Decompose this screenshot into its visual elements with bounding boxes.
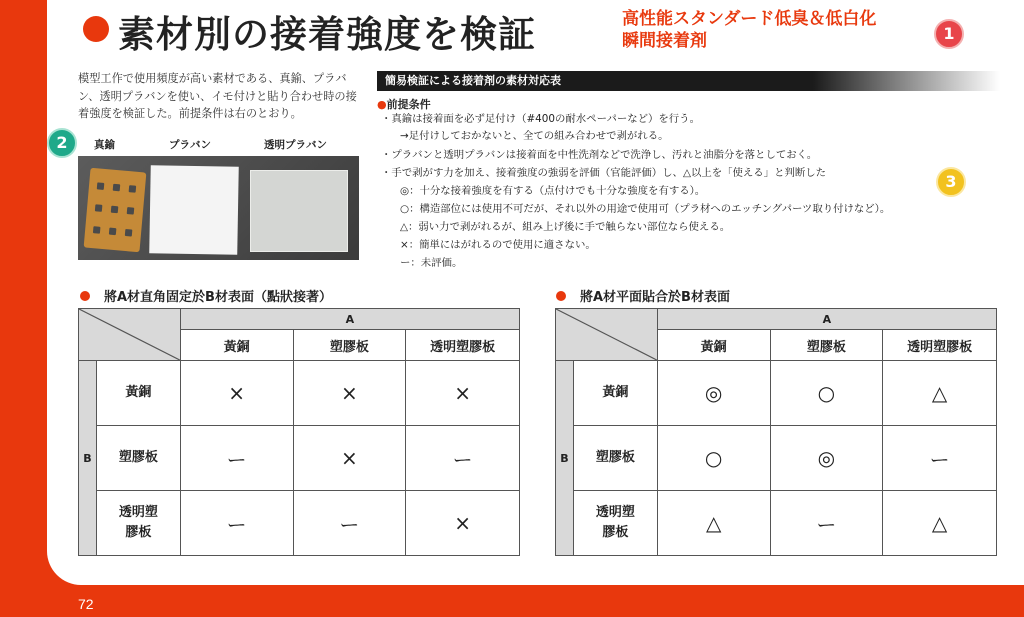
result-cell: ー — [406, 426, 520, 491]
photo-labels — [78, 137, 363, 153]
result-cell: × — [406, 491, 520, 556]
a-axis-label: A — [180, 309, 519, 330]
result-cell: × — [180, 361, 293, 426]
conditions-box-title: 簡易検証による接着剤の素材対応表 — [377, 71, 1000, 91]
clear-plastic-sheet-image — [250, 170, 348, 252]
intro-paragraph: 模型工作で使用頻度が高い素材である、真鍮、プラバン、透明プラバンを使い、イモ付けと貼り合わせ時の接着強度を検証した。前提条件は右のとおり。 — [78, 72, 357, 120]
condition-line-2: →足付けしておかないと、全ての組み合わせで剥がれる。 — [400, 130, 669, 142]
brass-sheet-image — [84, 168, 147, 253]
plastic-sheet-image — [149, 165, 239, 255]
condition-line-1: ・真鍮は接着面を必ず足付け（#400の耐水ペーパーなど）を行う。 — [381, 113, 700, 125]
result-cell: ー — [770, 491, 883, 556]
row-header-line-1: 透明塑 — [595, 505, 635, 520]
product-subtitle — [622, 8, 876, 52]
right-table-title-text: 將A材平面貼合於B材表面 — [580, 290, 730, 305]
row-header-line-1: 透明塑 — [118, 505, 158, 520]
row-header-line-2: 膠板 — [125, 525, 152, 540]
left-table-title-text: 將A材直角固定於B材表面（點狀接著） — [104, 290, 332, 305]
number-badge-1: 1 — [934, 19, 964, 49]
table-corner — [79, 309, 181, 361]
right-adhesion-table — [555, 308, 997, 556]
condition-line-4: ・手で剥がす力を加え、接着強度の強弱を評価（官能評価）し、△以上を「使える」と判断した — [381, 167, 827, 179]
photo-label-brass: 真鍮 — [94, 139, 115, 151]
result-cell: △ — [883, 361, 997, 426]
result-cell: × — [406, 361, 520, 426]
legend-double-circle: ◎：十分な接着強度を有する（点付けでも十分な強度を有する）。 — [400, 185, 706, 197]
right-table-title — [556, 286, 730, 305]
number-badge-3: 3 — [936, 167, 966, 197]
row-header-clear-plastic — [573, 491, 657, 556]
result-cell: ◎ — [657, 361, 770, 426]
page-title: 素材別の接着強度を検証 — [118, 13, 536, 56]
photo-label-plaplate: プラバン — [169, 139, 211, 151]
result-cell: ○ — [770, 361, 883, 426]
row-header-brass: 黃銅 — [96, 361, 180, 426]
result-cell: ー — [180, 426, 293, 491]
conditions-heading: ●前提条件 — [377, 98, 431, 111]
conditions-heading-text: 前提条件 — [386, 98, 431, 111]
subtitle-line-2: 瞬間接着剤 — [622, 31, 707, 51]
legend-triangle: △：弱い力で剥がれるが、組み上げ後に手で触らない部位なら使える。 — [400, 221, 731, 233]
result-cell: ー — [883, 426, 997, 491]
result-cell: × — [293, 361, 406, 426]
page-number: 72 — [78, 596, 94, 612]
result-cell: ー — [293, 491, 406, 556]
b-axis-label: B — [79, 361, 97, 556]
left-adhesion-table — [78, 308, 520, 556]
result-cell: × — [293, 426, 406, 491]
column-header-brass: 黃銅 — [180, 330, 293, 361]
condition-line-3: ・プラバンと透明プラバンは接着面を中性洗剤などで洗浄し、汚れと油脂分を落としておく。 — [381, 149, 818, 161]
number-badge-2: 2 — [47, 128, 77, 158]
b-axis-label: B — [556, 361, 574, 556]
row-header-line-2: 膠板 — [602, 525, 629, 540]
result-cell: ○ — [657, 426, 770, 491]
row-header-clear-plastic — [96, 491, 180, 556]
table-corner — [556, 309, 658, 361]
a-axis-label: A — [657, 309, 996, 330]
row-header-plastic: 塑膠板 — [573, 426, 657, 491]
column-header-brass: 黃銅 — [657, 330, 770, 361]
result-cell: ー — [180, 491, 293, 556]
row-header-brass: 黃銅 — [573, 361, 657, 426]
legend-cross: ×：簡単にはがれるので使用に適さない。 — [400, 239, 596, 251]
title-bullet — [83, 16, 109, 42]
result-cell: △ — [657, 491, 770, 556]
column-header-clear-plastic: 透明塑膠板 — [406, 330, 520, 361]
column-header-clear-plastic: 透明塑膠板 — [883, 330, 997, 361]
row-header-plastic: 塑膠板 — [96, 426, 180, 491]
column-header-plastic: 塑膠板 — [293, 330, 406, 361]
left-table-title — [80, 286, 332, 305]
result-cell: △ — [883, 491, 997, 556]
column-header-plastic: 塑膠板 — [770, 330, 883, 361]
subtitle-line-1: 高性能スタンダード低臭＆低白化 — [622, 9, 877, 29]
legend-dash: ー：未評価。 — [400, 257, 463, 269]
result-cell: ◎ — [770, 426, 883, 491]
legend-circle: ○：構造部位には使用不可だが、それ以外の用途で使用可（プラ材へのエッチングパーツ取り付けなど）。 — [400, 203, 891, 215]
materials-photo — [78, 156, 359, 260]
photo-label-clear-plaplate: 透明プラバン — [264, 139, 327, 151]
